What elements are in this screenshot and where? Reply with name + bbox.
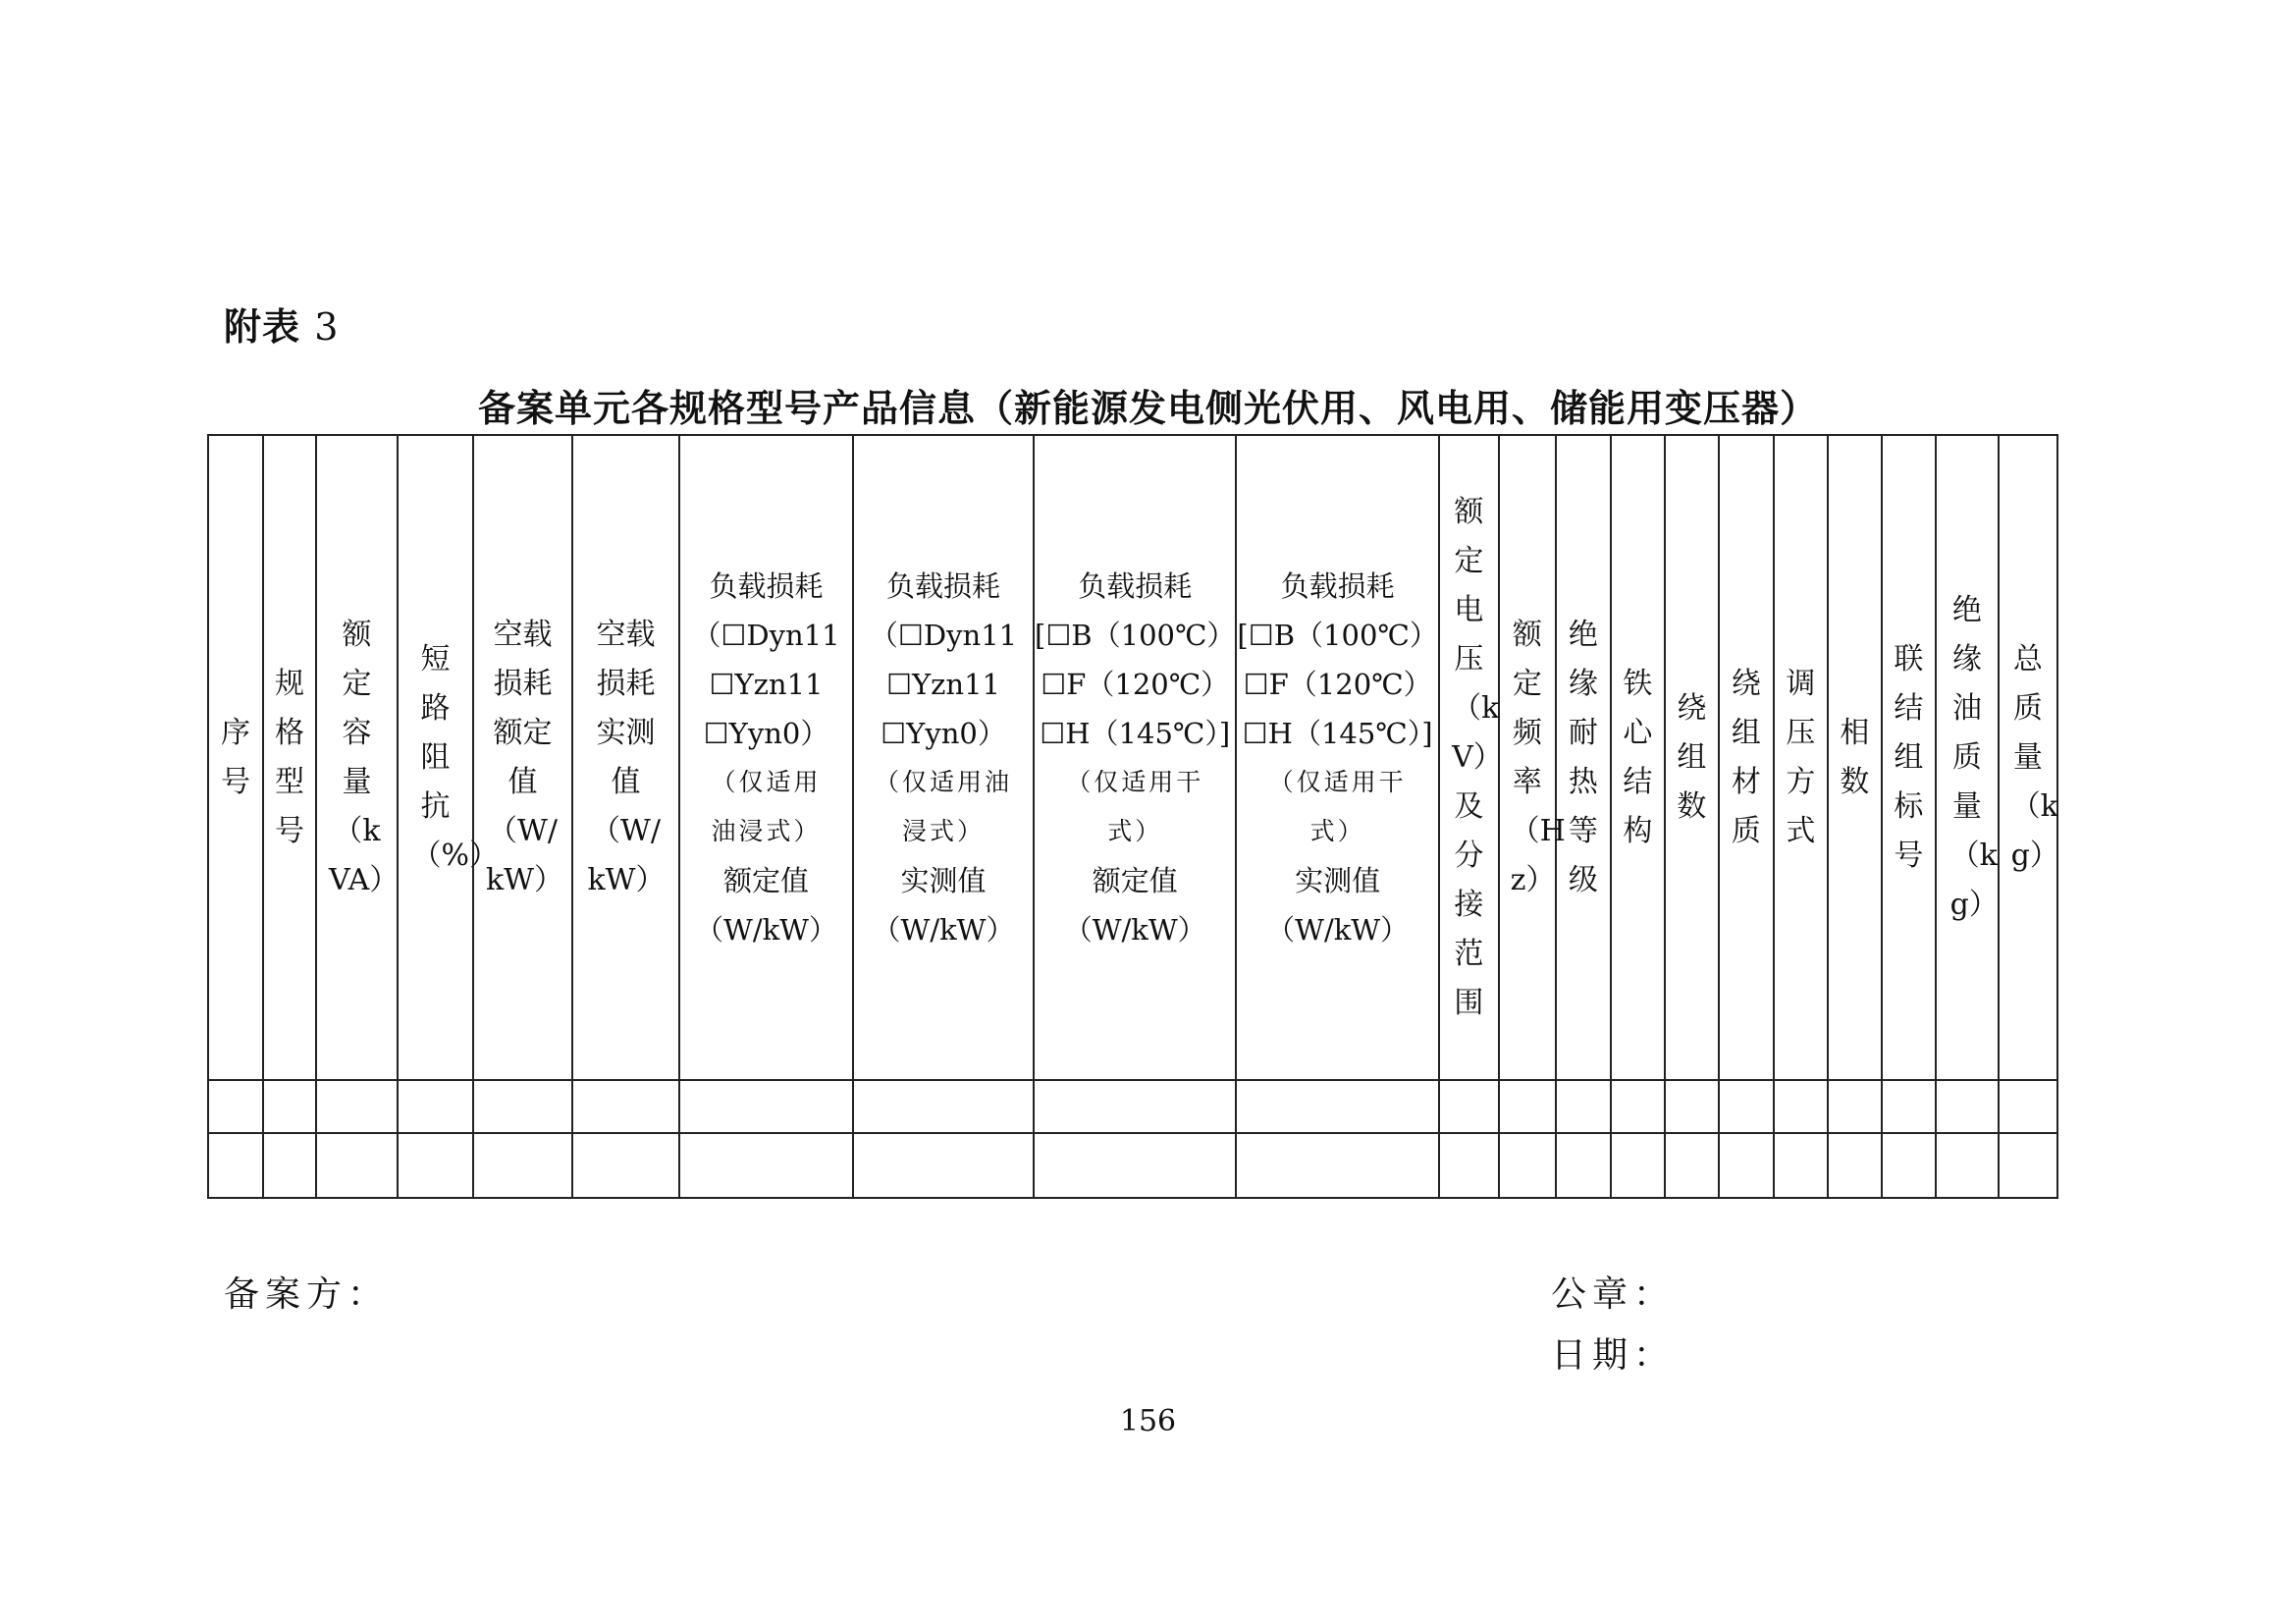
table-cell[interactable]	[853, 1133, 1034, 1198]
table-cell[interactable]	[572, 1133, 679, 1198]
table-row	[208, 1133, 2057, 1198]
column-header: 负载损耗 [☐B（100℃） ☐F（120℃） ☐H（145℃）] （仅适用干 式） 实测值 （W/kW）	[1236, 435, 1438, 1080]
table-cell[interactable]	[1556, 1080, 1611, 1133]
table-cell[interactable]	[1936, 1133, 1999, 1198]
column-header: 绕组数	[1665, 435, 1719, 1080]
table-cell[interactable]	[1882, 1080, 1936, 1133]
table-cell[interactable]	[1719, 1080, 1774, 1133]
column-header: 额定容量（kVA）	[316, 435, 398, 1080]
table-cell[interactable]	[1439, 1133, 1499, 1198]
table-cell[interactable]	[1236, 1133, 1438, 1198]
table-cell[interactable]	[316, 1133, 398, 1198]
column-header: 负载损耗 [☐B（100℃） ☐F（120℃） ☐H（145℃）] （仅适用干 式） 额定值 （W/kW）	[1034, 435, 1236, 1080]
table-cell[interactable]	[572, 1080, 679, 1133]
page-number: 156	[1119, 1404, 1177, 1438]
column-header: 序号	[208, 435, 263, 1080]
table-cell[interactable]	[1719, 1133, 1774, 1198]
table-cell[interactable]	[1611, 1080, 1665, 1133]
column-header: 绝缘油质量（kg）	[1936, 435, 1999, 1080]
column-header: 额定电压（kV）及分接范围	[1439, 435, 1499, 1080]
table-header-row	[208, 435, 2057, 1080]
table-cell[interactable]	[1936, 1080, 1999, 1133]
column-header: 规格型号	[263, 435, 316, 1080]
product-info-table	[207, 434, 2058, 1199]
column-header: 绕组材质	[1719, 435, 1774, 1080]
table-cell[interactable]	[1999, 1080, 2057, 1133]
table-cell[interactable]	[1439, 1080, 1499, 1133]
table-cell[interactable]	[1882, 1133, 1936, 1198]
filer-label: 备案方：	[224, 1274, 390, 1315]
column-header: 铁心结构	[1611, 435, 1665, 1080]
table-cell[interactable]	[679, 1133, 853, 1198]
appendix-label: 附表 3	[224, 304, 340, 349]
table-cell[interactable]	[208, 1080, 263, 1133]
table-cell[interactable]	[208, 1133, 263, 1198]
column-header: 调压方式	[1774, 435, 1828, 1080]
table-cell[interactable]	[473, 1133, 572, 1198]
table-cell[interactable]	[1611, 1133, 1665, 1198]
table-cell[interactable]	[853, 1080, 1034, 1133]
table-cell[interactable]	[1556, 1133, 1611, 1198]
table-cell[interactable]	[316, 1080, 398, 1133]
column-header: 总质量（kg）	[1999, 435, 2057, 1080]
seal-label: 公章：	[1551, 1274, 1676, 1315]
column-header: 绝缘耐热等级	[1556, 435, 1611, 1080]
column-header: 空载损耗实测值（W/kW）	[572, 435, 679, 1080]
column-header: 空载损耗额定值（W/kW）	[473, 435, 572, 1080]
table-cell[interactable]	[1236, 1080, 1438, 1133]
table-cell[interactable]	[398, 1080, 473, 1133]
table-cell[interactable]	[679, 1080, 853, 1133]
table-cell[interactable]	[263, 1080, 316, 1133]
date-label: 日期：	[1551, 1335, 1676, 1376]
column-header: 负载损耗 （☐Dyn11 ☐Yzn11 ☐Yyn0） （仅适用油 浸式） 实测值 （W/kW）	[853, 435, 1034, 1080]
column-header: 负载损耗 （☐Dyn11 ☐Yzn11 ☐Yyn0） （仅适用 油浸式） 额定值 （W/kW）	[679, 435, 853, 1080]
table-cell[interactable]	[1774, 1133, 1828, 1198]
table-cell[interactable]	[1499, 1080, 1556, 1133]
column-header: 联结组标号	[1882, 435, 1936, 1080]
table-cell[interactable]	[1665, 1080, 1719, 1133]
table-cell[interactable]	[1499, 1133, 1556, 1198]
table-row	[208, 1080, 2057, 1133]
table-cell[interactable]	[473, 1080, 572, 1133]
table-cell[interactable]	[1665, 1133, 1719, 1198]
table-cell[interactable]	[263, 1133, 316, 1198]
table-cell[interactable]	[1034, 1080, 1236, 1133]
column-header: 短路阻抗（%）	[398, 435, 473, 1080]
column-header: 额定频率（Hz）	[1499, 435, 1556, 1080]
table-cell[interactable]	[1774, 1080, 1828, 1133]
column-header: 相数	[1828, 435, 1882, 1080]
page-title: 备案单元各规格型号产品信息（新能源发电侧光伏用、风电用、储能用变压器）	[477, 387, 1818, 430]
table-cell[interactable]	[1034, 1133, 1236, 1198]
table-cell[interactable]	[1828, 1133, 1882, 1198]
table-cell[interactable]	[1999, 1133, 2057, 1198]
table-cell[interactable]	[1828, 1080, 1882, 1133]
table-cell[interactable]	[398, 1133, 473, 1198]
